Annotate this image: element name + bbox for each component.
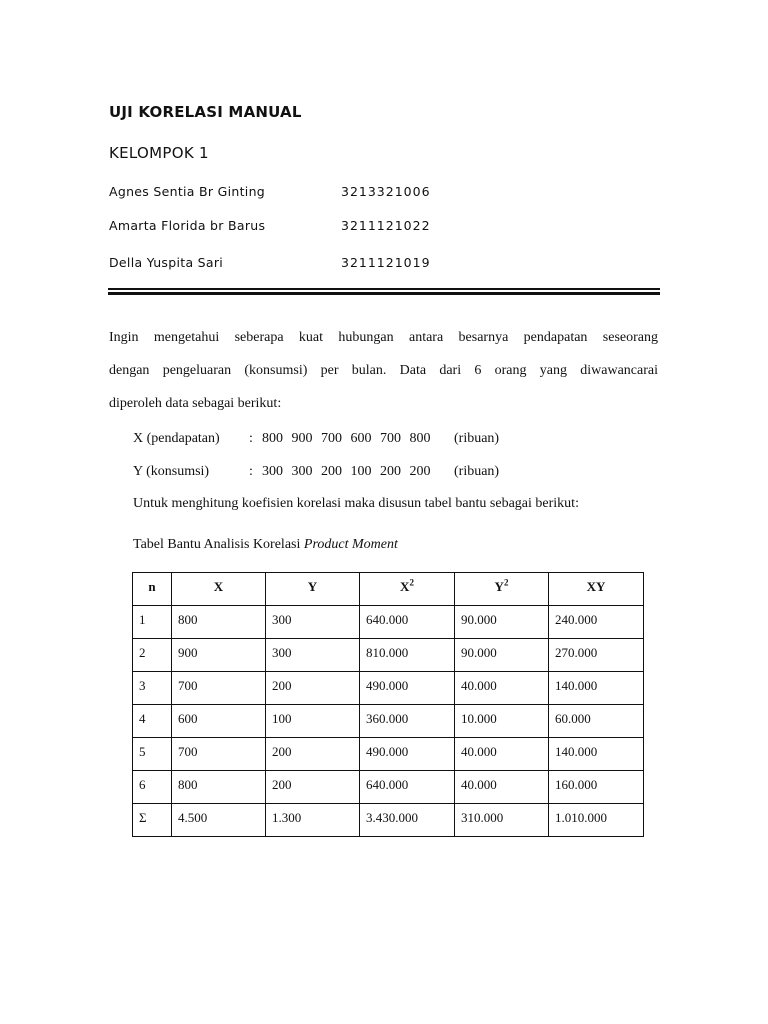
- cell-n: 3: [133, 672, 172, 705]
- member-name: Agnes Sentia Br Ginting: [109, 184, 266, 199]
- cell-y-total: 1.300: [266, 804, 360, 837]
- cell-y: 300: [266, 639, 360, 672]
- paragraph-line: dengan pengeluaran (konsumsi) per bulan. Data dari 6 orang yang diwawancarai: [109, 363, 658, 378]
- cell-x2: 490.000: [360, 738, 455, 771]
- cell-y: 300: [266, 606, 360, 639]
- table-row: [133, 672, 644, 705]
- intro-paragraph: [109, 321, 658, 420]
- member-name: Amarta Florida br Barus: [109, 218, 266, 233]
- cell-xy: 60.000: [549, 705, 644, 738]
- member-name: Della Yuspita Sari: [109, 255, 224, 270]
- cell-x2: 810.000: [360, 639, 455, 672]
- cell-x-total: 4.500: [172, 804, 266, 837]
- cell-y: 200: [266, 672, 360, 705]
- paragraph-line: diperoleh data sebagai berikut:: [109, 396, 282, 411]
- header-x2-base: X: [400, 579, 410, 594]
- paragraph-line: Ingin mengetahui seberapa kuat hubungan antara besarnya pendapatan seseorang: [109, 330, 658, 345]
- x-variable-label: X (pendapatan): [133, 431, 220, 446]
- cell-y2: 40.000: [455, 672, 549, 705]
- cell-n: 4: [133, 705, 172, 738]
- header-y2-base: Y: [494, 579, 504, 594]
- cell-sigma: Σ: [133, 804, 172, 837]
- cell-xy: 270.000: [549, 639, 644, 672]
- cell-y2: 40.000: [455, 771, 549, 804]
- cell-y: 200: [266, 738, 360, 771]
- cell-n: 5: [133, 738, 172, 771]
- y-variable-values: 300 300 200 100 200 200: [262, 464, 431, 479]
- header-x: X: [172, 573, 266, 606]
- cell-y2-total: 310.000: [455, 804, 549, 837]
- cell-y2: 90.000: [455, 639, 549, 672]
- cell-y2: 90.000: [455, 606, 549, 639]
- y-variable-unit: (ribuan): [454, 464, 500, 479]
- header-y2-sup: 2: [503, 577, 509, 588]
- cell-xy: 160.000: [549, 771, 644, 804]
- cell-x: 700: [172, 672, 266, 705]
- cell-y2: 40.000: [455, 738, 549, 771]
- cell-x: 700: [172, 738, 266, 771]
- cell-x2: 640.000: [360, 771, 455, 804]
- group-name: KELOMPOK 1: [109, 144, 209, 162]
- x-variable-unit: (ribuan): [454, 431, 500, 446]
- cell-x2: 490.000: [360, 672, 455, 705]
- divider-line-thick: [108, 292, 660, 295]
- header-n: n: [133, 573, 172, 606]
- cell-n: 6: [133, 771, 172, 804]
- cell-x: 600: [172, 705, 266, 738]
- caption-text: Tabel Bantu Analisis Korelasi: [133, 537, 304, 552]
- cell-xy: 140.000: [549, 672, 644, 705]
- cell-xy-total: 1.010.000: [549, 804, 644, 837]
- cell-y: 200: [266, 771, 360, 804]
- x-variable-colon: :: [249, 431, 253, 446]
- caption-italic: Product Moment: [303, 537, 398, 552]
- member-nim: 3211121019: [341, 255, 431, 270]
- header-y: Y: [266, 573, 360, 606]
- correlation-table: [132, 572, 644, 837]
- cell-xy: 140.000: [549, 738, 644, 771]
- document-title: UJI KORELASI MANUAL: [109, 103, 302, 121]
- table-row: [133, 705, 644, 738]
- member-nim: 3213321006: [341, 184, 431, 199]
- cell-x2: 640.000: [360, 606, 455, 639]
- divider-line-top: [108, 288, 660, 290]
- x-variable-values: 800 900 700 600 700 800: [262, 431, 431, 446]
- table-intro-text: Untuk menghitung koefisien korelasi maka disusun tabel bantu sebagai berikut:: [133, 496, 579, 511]
- cell-y2: 10.000: [455, 705, 549, 738]
- cell-n: 2: [133, 639, 172, 672]
- cell-x: 800: [172, 771, 266, 804]
- table-header-row: [133, 573, 644, 606]
- header-x-squared: [360, 573, 455, 606]
- cell-x: 900: [172, 639, 266, 672]
- y-variable-label: Y (konsumsi): [133, 464, 210, 479]
- header-x2-sup: 2: [409, 577, 414, 588]
- member-nim: 3211121022: [341, 218, 431, 233]
- y-variable-colon: :: [249, 464, 253, 479]
- table-row: [133, 738, 644, 771]
- cell-xy: 240.000: [549, 606, 644, 639]
- table-row: [133, 771, 644, 804]
- table-total-row: [133, 804, 644, 837]
- table-row: [133, 639, 644, 672]
- cell-x2-total: 3.430.000: [360, 804, 455, 837]
- table-caption: [133, 537, 398, 553]
- cell-x2: 360.000: [360, 705, 455, 738]
- table-row: [133, 606, 644, 639]
- header-y-squared: [455, 573, 549, 606]
- header-xy: XY: [549, 573, 644, 606]
- cell-n: 1: [133, 606, 172, 639]
- cell-y: 100: [266, 705, 360, 738]
- cell-x: 800: [172, 606, 266, 639]
